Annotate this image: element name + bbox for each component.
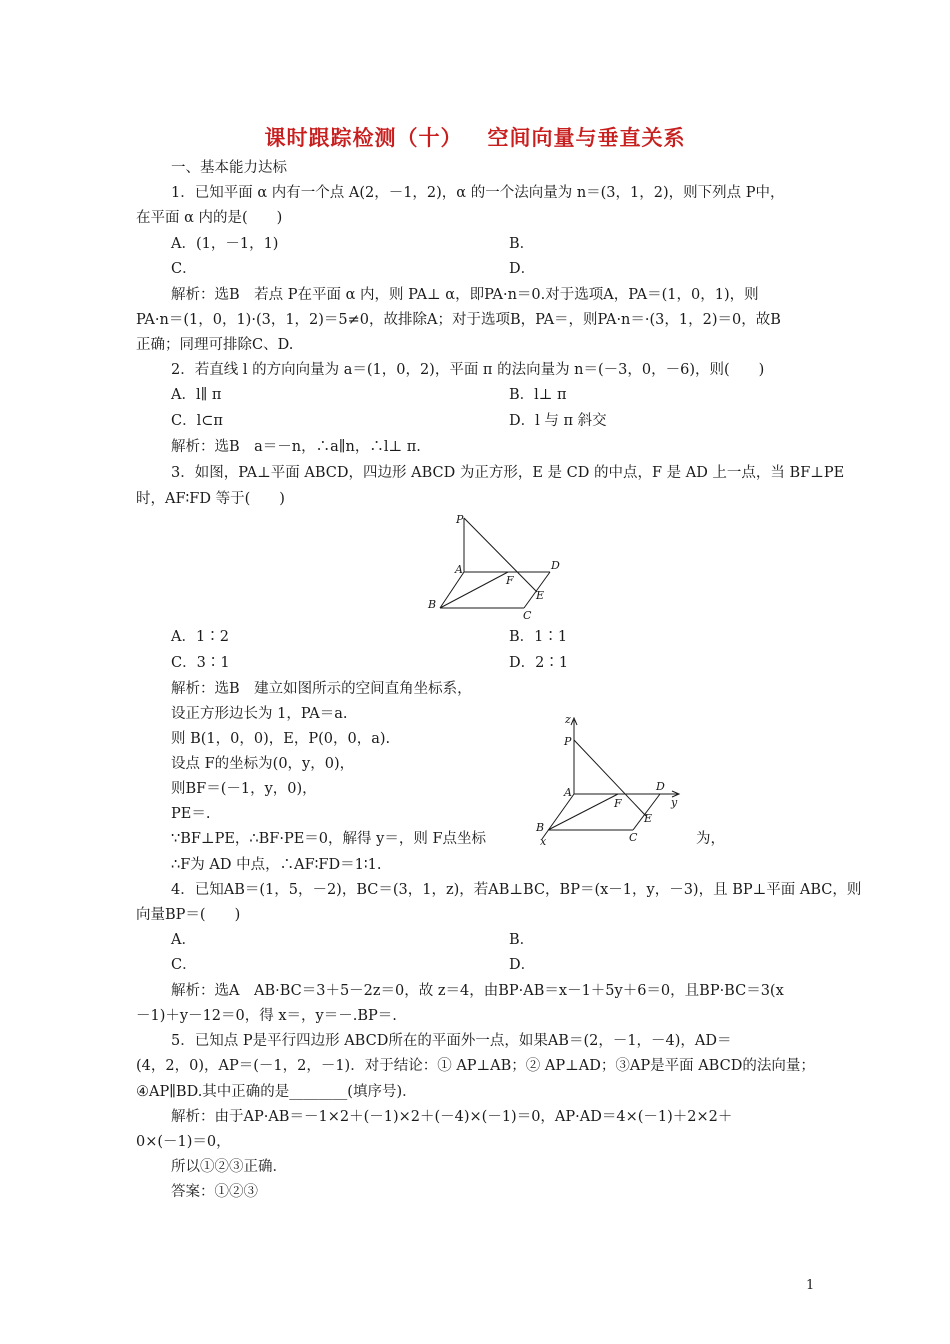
q4-stem-line2: 向量BP＝( ) — [136, 907, 241, 923]
label-f: F — [614, 797, 622, 810]
q4-stem-line1: 4．已知AB＝(1，5，－2)，BC＝(3，1，z)，若AB⊥BC，BP＝(x－1，y，－3)，且 BP⊥平面 ABC，则 — [171, 882, 862, 898]
q3-stem-line1: 3．如图，PA⊥平面 ABCD，四边形 ABCD 为正方形，E 是 CD 的中点，F 是 AD 上一点，当 BF⊥PE — [171, 465, 845, 481]
q5-stem-line2: (4，2，0)，AP＝(－1，2，－1)．对于结论：① AP⊥AB；② AP⊥AD；③AP是平面 ABCD的法向量； — [136, 1058, 815, 1074]
q1-stem-line1: 1．已知平面 α 内有一个点 A(2，－1，2)，α 的一个法向量为 n＝(3，1，2)，则下列点 P中， — [171, 185, 785, 201]
q3-coordinate-figure — [528, 712, 688, 847]
q3-solution-line6: PE＝. — [171, 806, 211, 822]
q2-option-d: D．l 与 π 斜交 — [509, 413, 607, 429]
label-d: D — [551, 559, 560, 572]
q1-solution-line2: PA·n＝(1，0，1)·(3，1，2)＝5≠0，故排除A；对于选项B，PA＝，则PA·n＝·(3，1，2)＝0，故B — [136, 312, 781, 328]
label-e: E — [644, 812, 653, 825]
q2-option-b: B．l⊥ π — [509, 387, 567, 403]
page-number: 1 — [806, 1278, 815, 1293]
q3-solution-line8: ∴F为 AD 中点，∴AF∶FD＝1∶1. — [171, 857, 382, 873]
q1-option-d: D． — [509, 261, 536, 277]
q5-stem-line1: 5．已知点 P是平行四边形 ABCD所在的平面外一点，如果AB＝(2，－1，－4)，AD＝ — [171, 1033, 732, 1049]
q2-option-a: A．l∥ π — [171, 387, 222, 403]
q2-solution: 解析：选B a＝－n，∴a∥n，∴l⊥ π. — [171, 439, 421, 455]
q3-stem-line2: 时，AF∶FD 等于( ) — [136, 491, 285, 507]
label-e: E — [536, 589, 545, 602]
label-b: B — [536, 821, 545, 834]
q4-option-c: C． — [171, 957, 197, 973]
q4-option-b: B． — [509, 932, 535, 948]
q3-solution-line7: ∵BF⊥PE，∴BF·PE＝0，解得 y＝，则 F点坐标 — [171, 831, 487, 847]
q4-option-d: D． — [509, 957, 536, 973]
q3-solution-line3: 则 B(1，0，0)，E，P(0，0，a). — [171, 731, 391, 747]
q3-solution-tail: 为， — [696, 831, 725, 847]
edge-ba — [440, 572, 464, 608]
page-title: 课时跟踪检测（十） 空间向量与垂直关系 — [264, 126, 686, 150]
label-c: C — [523, 609, 532, 622]
q3-option-a: A．1∶2 — [171, 629, 229, 645]
section-heading: 一、基本能力达标 — [171, 160, 287, 176]
q5-stem-line3: ④AP∥BD.其中正确的是________(填序号)． — [136, 1084, 417, 1100]
label-f: F — [506, 574, 514, 587]
q1-solution-line3: 正确；同理可排除C、D. — [136, 337, 294, 353]
label-y: y — [671, 796, 678, 809]
q1-option-c: C． — [171, 261, 197, 277]
axis-x — [542, 794, 574, 839]
q3-solution-line2: 设正方形边长为 1，PA＝a. — [171, 706, 348, 722]
q2-stem: 2．若直线 l 的方向向量为 a＝(1，0，2)，平面 π 的法向量为 n＝(－3，0，－6)，则( ) — [171, 362, 765, 378]
q4-solution-line1: 解析：选A AB·BC＝3＋5－2z＝0，故 z＝4，由BP·AB＝x－1＋5y＋6＝0，且BP·BC＝3(x — [171, 983, 784, 999]
q3-solution-line1: 解析：选B 建立如图所示的空间直角坐标系， — [171, 681, 472, 697]
q1-option-b: B． — [509, 236, 535, 252]
label-p: P — [456, 513, 464, 526]
edge-bf — [440, 572, 508, 608]
q1-option-a: A．(1，－1，1) — [171, 236, 279, 252]
q5-answer: 答案：①②③ — [171, 1184, 258, 1200]
edge-pe — [574, 740, 646, 816]
q2-option-c: C．l⊂π — [171, 413, 223, 429]
q1-solution-line1: 解析：选B 若点 P在平面 α 内，则 PA⊥ α，即PA·n＝0.对于选项A，PA＝(1，0，1)，则 — [171, 287, 759, 303]
q3-option-d: D．2∶1 — [509, 655, 569, 671]
label-d: D — [656, 780, 665, 793]
q4-option-a: A． — [171, 932, 196, 948]
q3-option-b: B．1∶1 — [509, 629, 568, 645]
q3-solution-line5: 则BF＝(－1，y，0)， — [171, 781, 317, 797]
label-a: A — [564, 786, 572, 799]
label-c: C — [629, 831, 638, 844]
q5-solution-line2: 0×(－1)＝0， — [136, 1134, 231, 1150]
edge-bf — [548, 794, 618, 830]
q5-solution-line3: 所以①②③正确． — [171, 1159, 287, 1175]
q3-option-c: C．3∶1 — [171, 655, 230, 671]
q3-solution-line4: 设点 F的坐标为(0，y，0)， — [171, 756, 355, 772]
label-p: P — [564, 735, 572, 748]
label-a: A — [455, 563, 463, 576]
q5-solution-line1: 解析：由于AP·AB＝－1×2＋(－1)×2＋(－4)×(－1)＝0，AP·AD＝4×(－1)＋2×2＋ — [171, 1109, 733, 1125]
label-x: x — [540, 835, 547, 848]
q3-figure — [420, 510, 570, 622]
label-z: z — [565, 713, 571, 726]
edge-pe — [464, 518, 537, 592]
label-b: B — [428, 598, 437, 611]
q4-solution-line2: －1)＋y－12＝0，得 x＝，y＝－.BP＝. — [136, 1008, 397, 1024]
q1-stem-line2: 在平面 α 内的是( ) — [136, 210, 283, 226]
